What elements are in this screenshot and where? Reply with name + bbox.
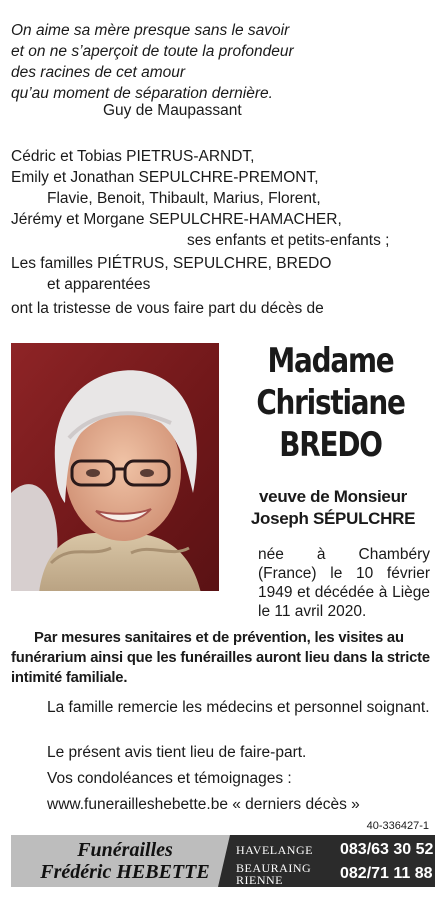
brand-line: Funérailles bbox=[77, 839, 173, 861]
funeral-home-brand bbox=[40, 839, 210, 883]
quote-line: On aime sa mère presque sans le savoir bbox=[11, 22, 290, 39]
location-line: BEAURAING bbox=[236, 861, 312, 875]
quote-line: des racines de cet amour bbox=[11, 64, 186, 81]
announcement-line: ont la tristesse de vous faire part du décès de bbox=[11, 300, 324, 317]
location-line: RIENNE bbox=[236, 873, 283, 887]
widow-line: veuve de Monsieur bbox=[259, 487, 407, 506]
family-line: Jérémy et Morgane SEPULCHRE-HAMACHER, bbox=[11, 211, 342, 228]
family-line: et apparentées bbox=[47, 276, 151, 293]
family-line: ses enfants et petits-enfants ; bbox=[187, 232, 390, 249]
phone-havelange[interactable]: 083/63 30 52 bbox=[340, 841, 434, 858]
portrait-photo bbox=[11, 343, 219, 591]
deceased-name bbox=[228, 340, 433, 466]
sanitary-notice bbox=[11, 628, 432, 688]
family-line: Emily et Jonathan SEPULCHRE-PREMONT, bbox=[11, 169, 319, 186]
brand-line: Frédéric HEBETTE bbox=[40, 861, 210, 883]
thanks-paragraph bbox=[11, 697, 432, 718]
location-beauraing-rienne bbox=[236, 862, 311, 886]
widow-info bbox=[228, 486, 438, 530]
website-paragraph bbox=[11, 794, 432, 815]
thanks-text: La famille remercie les médecins et personnel soignant. bbox=[47, 699, 430, 716]
quote-line: et on ne s’aperçoit de toute la profondeur bbox=[11, 43, 294, 60]
phone-beauraing[interactable]: 082/71 11 88 bbox=[340, 865, 433, 882]
website-link[interactable]: www.funerailleshebette.be « derniers décès » bbox=[47, 796, 360, 813]
faire-part-text: Le présent avis tient lieu de faire-part. bbox=[47, 744, 307, 761]
location-havelange: HAVELANGE bbox=[236, 843, 313, 857]
birth-death-info: née à Chambéry (France) le 10 février 1949 et décédée à Liège le 11 avril 2020. bbox=[258, 546, 430, 620]
condolences-text: Vos condoléances et témoignages : bbox=[47, 770, 292, 787]
faire-part-paragraph bbox=[11, 742, 432, 763]
quote-line: qu’au moment de séparation dernière. bbox=[11, 85, 273, 102]
name-last: BREDO bbox=[279, 425, 382, 465]
family-line: Les familles PIÉTRUS, SEPULCHRE, BREDO bbox=[11, 255, 332, 272]
quote-author: Guy de Maupassant bbox=[103, 102, 242, 119]
notice-text: Par mesures sanitaires et de prévention, les visites au funérarium ainsi que les funérailles auront lieu dans la stricte intimité familiale. bbox=[11, 630, 430, 686]
widow-line: Joseph SÉPULCHRE bbox=[250, 509, 416, 528]
reference-number: 40-336427-1 bbox=[366, 820, 429, 832]
family-line: Flavie, Benoit, Thibault, Marius, Florent, bbox=[47, 190, 321, 207]
name-first: Christiane bbox=[256, 383, 405, 423]
condolences-paragraph bbox=[11, 768, 432, 789]
family-line: Cédric et Tobias PIETRUS-ARNDT, bbox=[11, 148, 255, 165]
name-title: Madame bbox=[267, 341, 394, 381]
quote bbox=[11, 20, 294, 104]
